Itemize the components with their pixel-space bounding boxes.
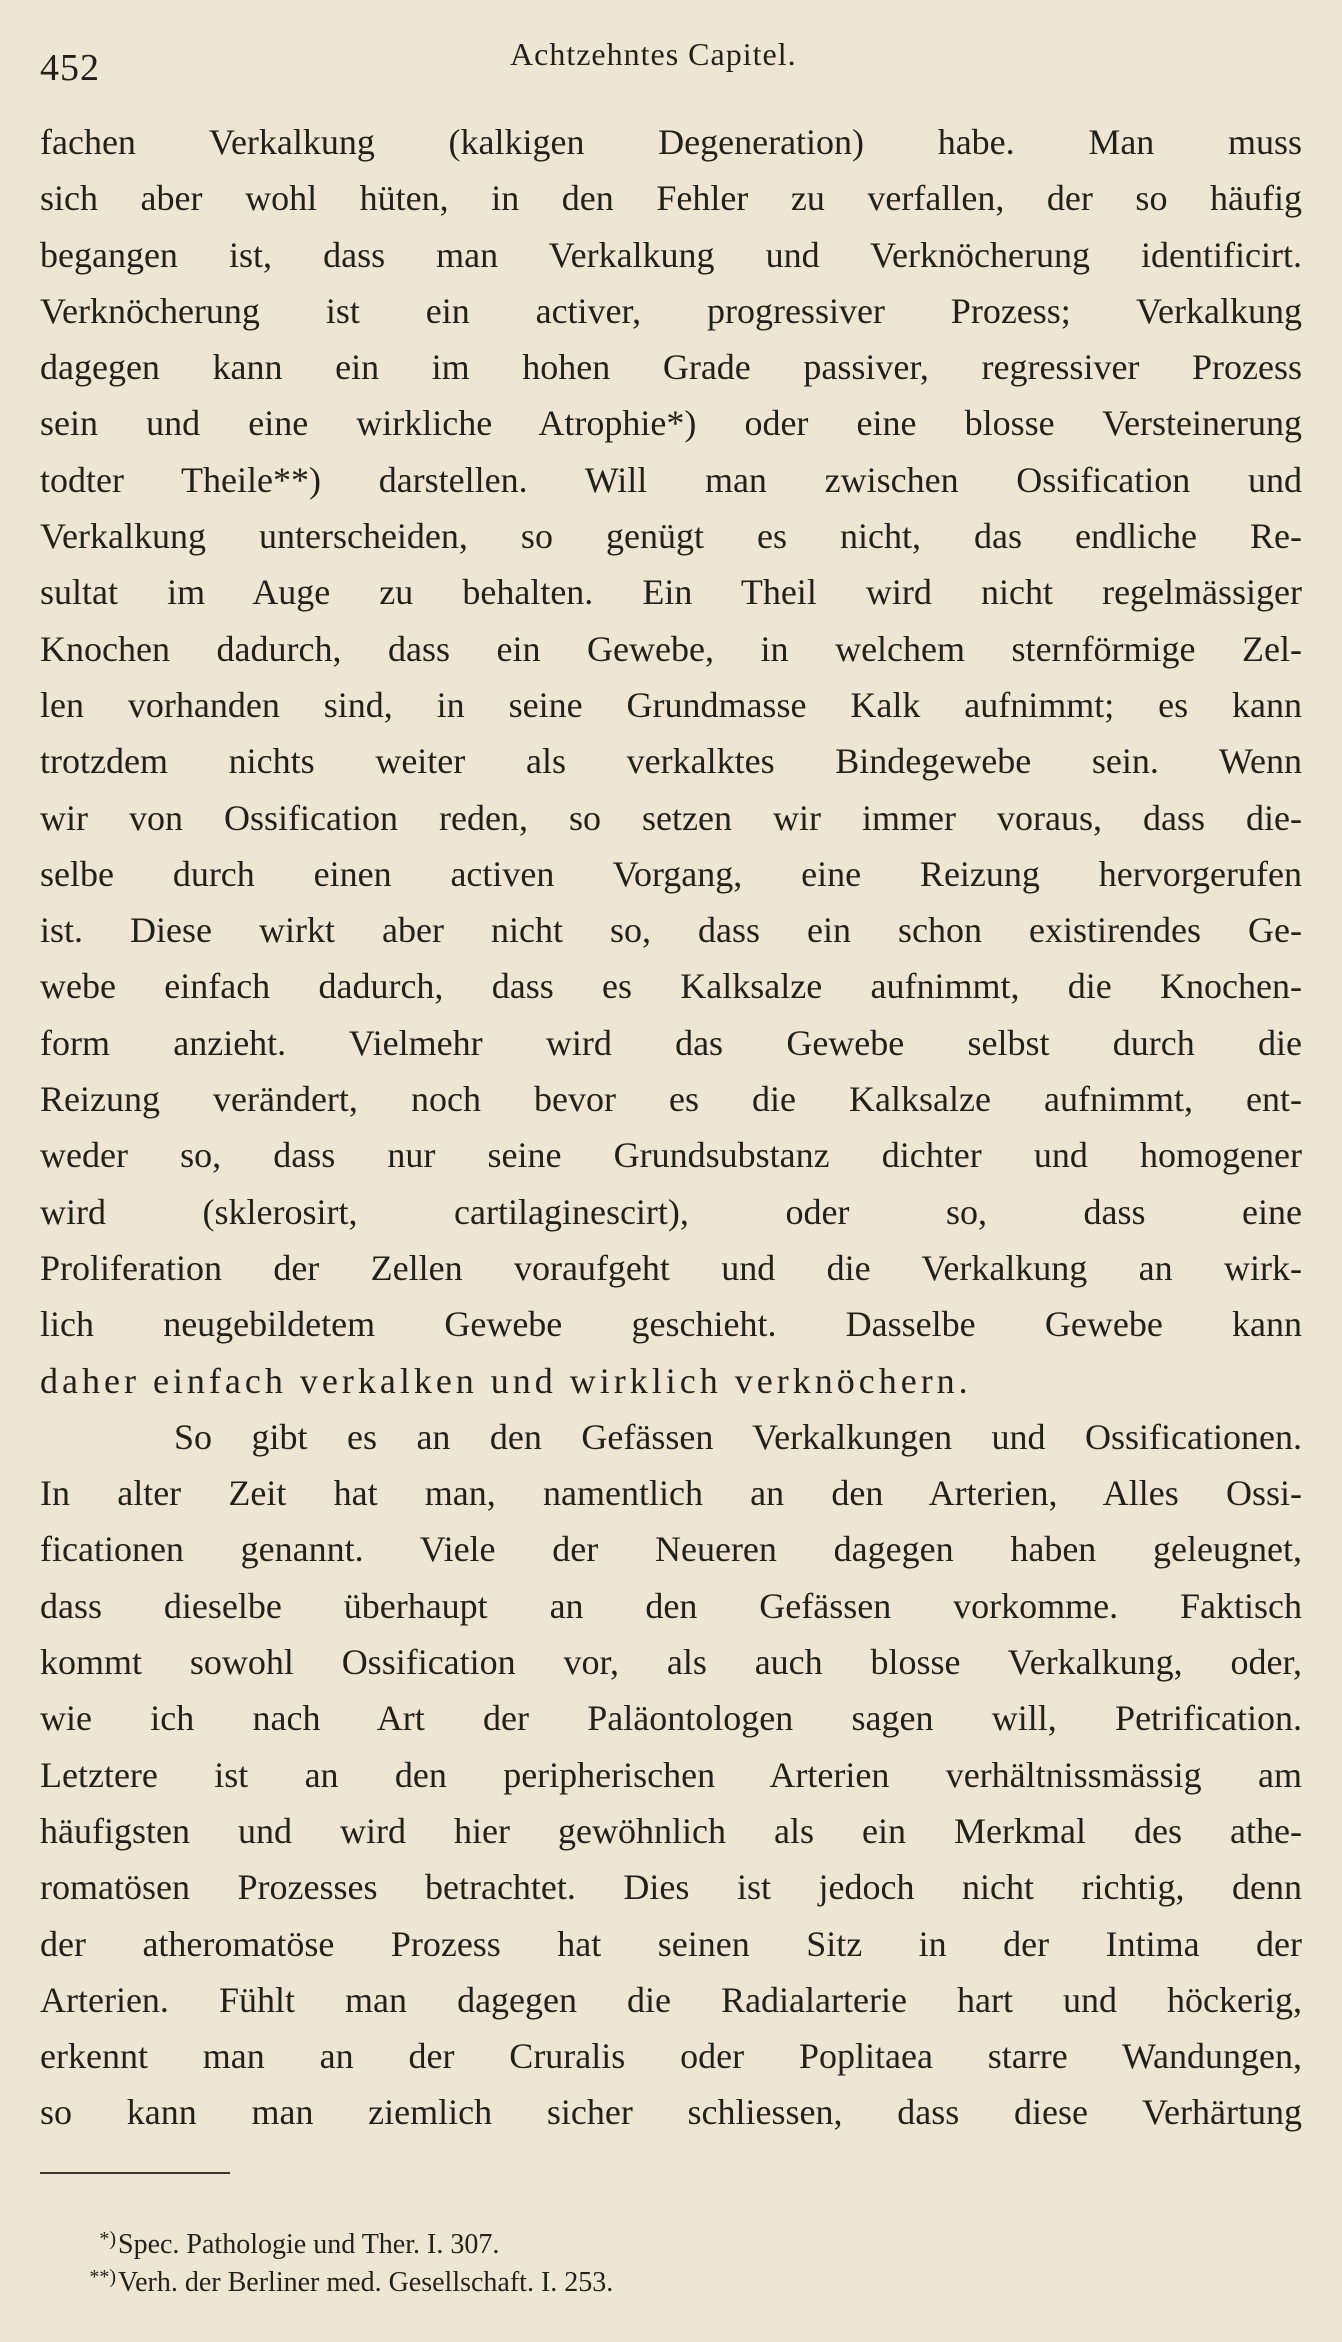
text-line: fachen Verkalkung (kalkigen Degeneration) habe. Man muss: [40, 122, 1302, 162]
text-line: daher einfach verkalken und wirklich verknöchern.: [40, 1360, 972, 1401]
text-line: Verknöcherung ist ein activer, progressiver Prozess; Verkalkung: [40, 290, 1302, 331]
text-line: sein und eine wirkliche Atrophie*) oder eine blosse Versteinerung: [40, 403, 1302, 444]
text-line: Verkalkung unterscheiden, so genügt es nicht, das endliche Re-: [40, 516, 1302, 557]
footnote-text: Spec. Pathologie und Ther. I. 307.: [118, 2229, 500, 2260]
text-line: häufigsten und wird hier gewöhnlich als ein Merkmal des athe-: [40, 1810, 1302, 1851]
text-line: romatösen Prozesses betrachtet. Dies ist jedoch nicht richtig, denn: [40, 1867, 1302, 1908]
text-line: Reizung verändert, noch bevor es die Kalksalze aufnimmt, ent-: [40, 1079, 1302, 1120]
page-header: [40, 26, 1302, 96]
page-number: 452: [40, 47, 100, 89]
footnotes: [89, 2226, 1018, 2302]
text-line: dagegen kann ein im hohen Grade passiver, regressiver Prozess: [40, 347, 1302, 388]
text-line: trotzdem nichts weiter als verkalktes Bindegewebe sein. Wenn: [40, 741, 1302, 782]
text-line: weder so, dass nur seine Grundsubstanz dichter und homogener: [40, 1135, 1302, 1176]
text-line: So gibt es an den Gefässen Verkalkungen und Ossificationen.: [174, 1416, 1302, 1457]
text-line: lich neugebildetem Gewebe geschieht. Dasselbe Gewebe kann: [40, 1304, 1302, 1345]
text-line: wird (sklerosirt, cartilaginescirt), oder so, dass eine: [40, 1191, 1302, 1232]
text-line: erkennt man an der Cruralis oder Poplitaea starre Wandungen,: [40, 2036, 1302, 2077]
text-line: sich aber wohl hüten, in den Fehler zu verfallen, der so häufig: [40, 178, 1302, 219]
text-line: kommt sowohl Ossification vor, als auch blosse Verkalkung, oder,: [40, 1642, 1302, 1683]
text-line: Proliferation der Zellen voraufgeht und die Verkalkung an wirk-: [40, 1247, 1302, 1288]
footnote-text: Verh. der Berliner med. Gesellschaft. I. 253.: [118, 2267, 614, 2298]
footnote: [99, 2226, 1018, 2264]
text-line: todter Theile**) darstellen. Will man zwischen Ossification und: [40, 459, 1302, 500]
text-line: sultat im Auge zu behalten. Ein Theil wird nicht regelmässiger: [40, 572, 1302, 613]
text-line: selbe durch einen activen Vorgang, eine Reizung hervorgerufen: [40, 853, 1302, 894]
text-line: form anzieht. Vielmehr wird das Gewebe selbst durch die: [40, 1022, 1302, 1063]
footnote-divider: [40, 2172, 230, 2174]
text-line: webe einfach dadurch, dass es Kalksalze aufnimmt, die Knochen-: [40, 966, 1302, 1007]
footnote-marker: **): [89, 2266, 116, 2288]
text-line: len vorhanden sind, in seine Grundmasse Kalk aufnimmt; es kann: [40, 684, 1302, 725]
text-line: Letztere ist an den peripherischen Arterien verhältnissmässig am: [40, 1754, 1302, 1795]
text-line: so kann man ziemlich sicher schliessen, dass diese Verhärtung: [40, 2092, 1302, 2133]
footnote-marker: *): [99, 2228, 116, 2250]
text-line: ist. Diese wirkt aber nicht so, dass ein schon existirendes Ge-: [40, 910, 1302, 951]
body-text: [40, 114, 1302, 2141]
text-line: begangen ist, dass man Verkalkung und Verknöcherung identificirt.: [40, 234, 1302, 275]
text-line: der atheromatöse Prozess hat seinen Sitz in der Intima der: [40, 1923, 1302, 1964]
text-line: wir von Ossification reden, so setzen wir immer voraus, dass die-: [40, 797, 1302, 838]
text-line: dass dieselbe überhaupt an den Gefässen vorkomme. Faktisch: [40, 1585, 1302, 1626]
text-line: ficationen genannt. Viele der Neueren dagegen haben geleugnet,: [40, 1529, 1302, 1570]
text-line: Knochen dadurch, dass ein Gewebe, in welchem sternförmige Zel-: [40, 628, 1302, 669]
text-line: wie ich nach Art der Paläontologen sagen will, Petrification.: [40, 1698, 1302, 1739]
footnote: [89, 2264, 1018, 2302]
text-line: Arterien. Fühlt man dagegen die Radialarterie hart und höckerig,: [40, 1979, 1302, 2020]
text-line: In alter Zeit hat man, namentlich an den Arterien, Alles Ossi-: [40, 1473, 1302, 1514]
running-head: Achtzehntes Capitel.: [510, 36, 797, 72]
